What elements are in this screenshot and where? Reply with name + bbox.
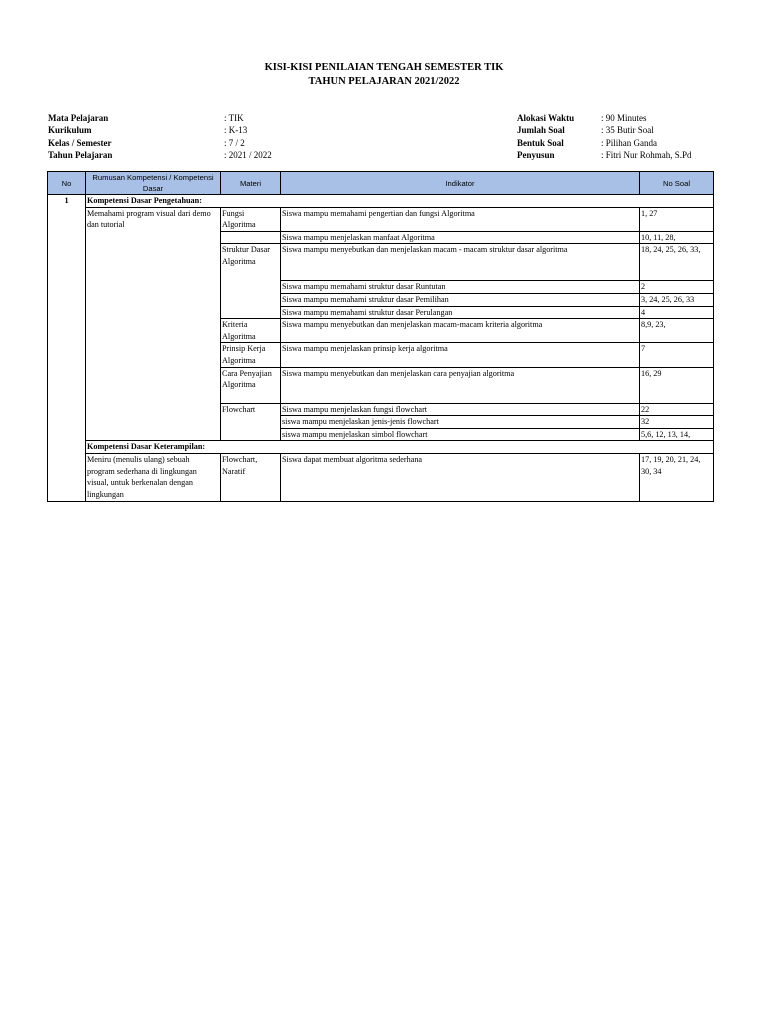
indikator-cell: Siswa mampu menyebutkan dan menjelaskan cara penyajian algoritma	[281, 367, 640, 403]
header-no: No	[48, 172, 86, 195]
info-right	[517, 112, 692, 161]
soal-cell: 17, 19, 20, 21, 24, 30, 34	[640, 453, 714, 501]
kisi-kisi-table	[47, 171, 714, 502]
indikator-cell: siswa mampu menjelaskan simbol flowchart	[281, 428, 640, 441]
indikator-cell: Siswa mampu menyebutkan dan menjelaskan macam - macam struktur dasar algoritma	[281, 244, 640, 281]
section-title-pengetahuan: Kompetensi Dasar Pengetahuan:	[86, 195, 714, 208]
info-label: Mata Pelajaran	[48, 113, 109, 123]
table-row	[48, 195, 714, 208]
materi-cell: Kriteria Algoritma	[221, 319, 281, 343]
info-row	[517, 124, 692, 136]
kd-keterampilan: Meniru (menulis ulang) sebuah program sederhana di lingkungan visual, untuk berkenalan dengan lingkungan	[86, 453, 221, 501]
info-value: : 7 / 2	[224, 137, 245, 148]
materi-cell: Flowchart, Naratif	[221, 453, 281, 501]
header-materi: Materi	[221, 172, 281, 195]
info-row	[48, 112, 272, 124]
header-indikator: Indikator	[281, 172, 640, 195]
materi-cell: Fungsi Algoritma	[221, 207, 281, 231]
info-row	[48, 124, 272, 136]
table-row	[48, 207, 714, 231]
info-value: : 2021 / 2022	[224, 149, 272, 160]
soal-cell: 16, 29	[640, 367, 714, 403]
indikator-cell: Siswa mampu memahami struktur dasar Runtutan	[281, 281, 640, 294]
indikator-cell: Siswa dapat membuat algoritma sederhana	[281, 453, 640, 501]
info-label: Kelas / Semester	[48, 137, 112, 148]
info-value: : K-13	[224, 125, 248, 136]
info-row	[517, 112, 692, 124]
soal-cell: 3, 24, 25, 26, 33	[640, 293, 714, 306]
info-value: : 35 Butir Soal	[601, 125, 654, 136]
indikator-cell: Siswa mampu memahami pengertian dan fungsi Algoritma	[281, 207, 640, 231]
indikator-cell: Siswa mampu menjelaskan fungsi flowchart	[281, 403, 640, 416]
soal-cell: 2	[640, 281, 714, 294]
indikator-cell: Siswa mampu menyebutkan dan menjelaskan macam-macam kriteria algoritma	[281, 319, 640, 343]
indikator-cell: siswa mampu menjelaskan jenis-jenis flowchart	[281, 416, 640, 429]
indikator-cell: Siswa mampu memahami struktur dasar Perulangan	[281, 306, 640, 319]
info-value: : Fitri Nur Rohmah, S.Pd	[601, 149, 692, 160]
soal-cell: 22	[640, 403, 714, 416]
info-label: Alokasi Waktu	[517, 113, 575, 123]
document-title: KISI-KISI PENILAIAN TENGAH SEMESTER TIK	[264, 62, 504, 73]
info-label: Bentuk Soal	[517, 137, 564, 148]
info-row	[48, 149, 272, 161]
info-row	[517, 137, 692, 149]
soal-cell: 8,9, 23,	[640, 319, 714, 343]
info-value: : TIK	[224, 113, 244, 123]
soal-cell: 10, 11, 28,	[640, 231, 714, 244]
materi-cell: Struktur Dasar Algoritma	[221, 244, 281, 319]
indikator-cell: Siswa mampu memahami struktur dasar Pemilihan	[281, 293, 640, 306]
materi-cell: Prinsip Kerja Algoritma	[221, 343, 281, 367]
info-left	[48, 112, 272, 161]
soal-cell: 7	[640, 343, 714, 367]
soal-cell: 32	[640, 416, 714, 429]
info-row	[517, 149, 692, 161]
info-label: Kurikulum	[48, 125, 92, 136]
info-value: : Pilihan Ganda	[601, 137, 657, 148]
indikator-cell: Siswa mampu menjelaskan prinsip kerja algoritma	[281, 343, 640, 367]
materi-cell	[221, 231, 281, 244]
info-value: : 90 Minutes	[601, 113, 647, 123]
header-no-soal: No Soal	[640, 172, 714, 195]
table-row	[48, 453, 714, 501]
document-subtitle: TAHUN PELAJARAN 2021/2022	[308, 76, 460, 87]
info-label: Penyusun	[517, 149, 555, 160]
soal-cell: 18, 24, 25, 26, 33,	[640, 244, 714, 281]
materi-cell: Cara Penyajian Algoritma	[221, 367, 281, 403]
table-row	[48, 441, 714, 454]
header-kompetensi: Rumusan Kompetensi / Kompetensi Dasar	[86, 172, 221, 195]
indikator-cell: Siswa mampu menjelaskan manfaat Algoritma	[281, 231, 640, 244]
section-title-keterampilan: Kompetensi Dasar Keterampilan:	[86, 441, 714, 454]
info-label: Tahun Pelajaran	[48, 149, 113, 160]
kd-pengetahuan: Memahami program visual dari demo dan tutorial	[86, 207, 221, 441]
soal-cell: 4	[640, 306, 714, 319]
table-header-row	[48, 172, 714, 195]
soal-cell: 5,6, 12, 13, 14,	[640, 428, 714, 441]
soal-cell: 1, 27	[640, 207, 714, 231]
materi-cell: Flowchart	[221, 403, 281, 441]
row-number: 1	[48, 195, 86, 502]
info-row	[48, 137, 272, 149]
info-label: Jumlah Soal	[517, 125, 565, 136]
